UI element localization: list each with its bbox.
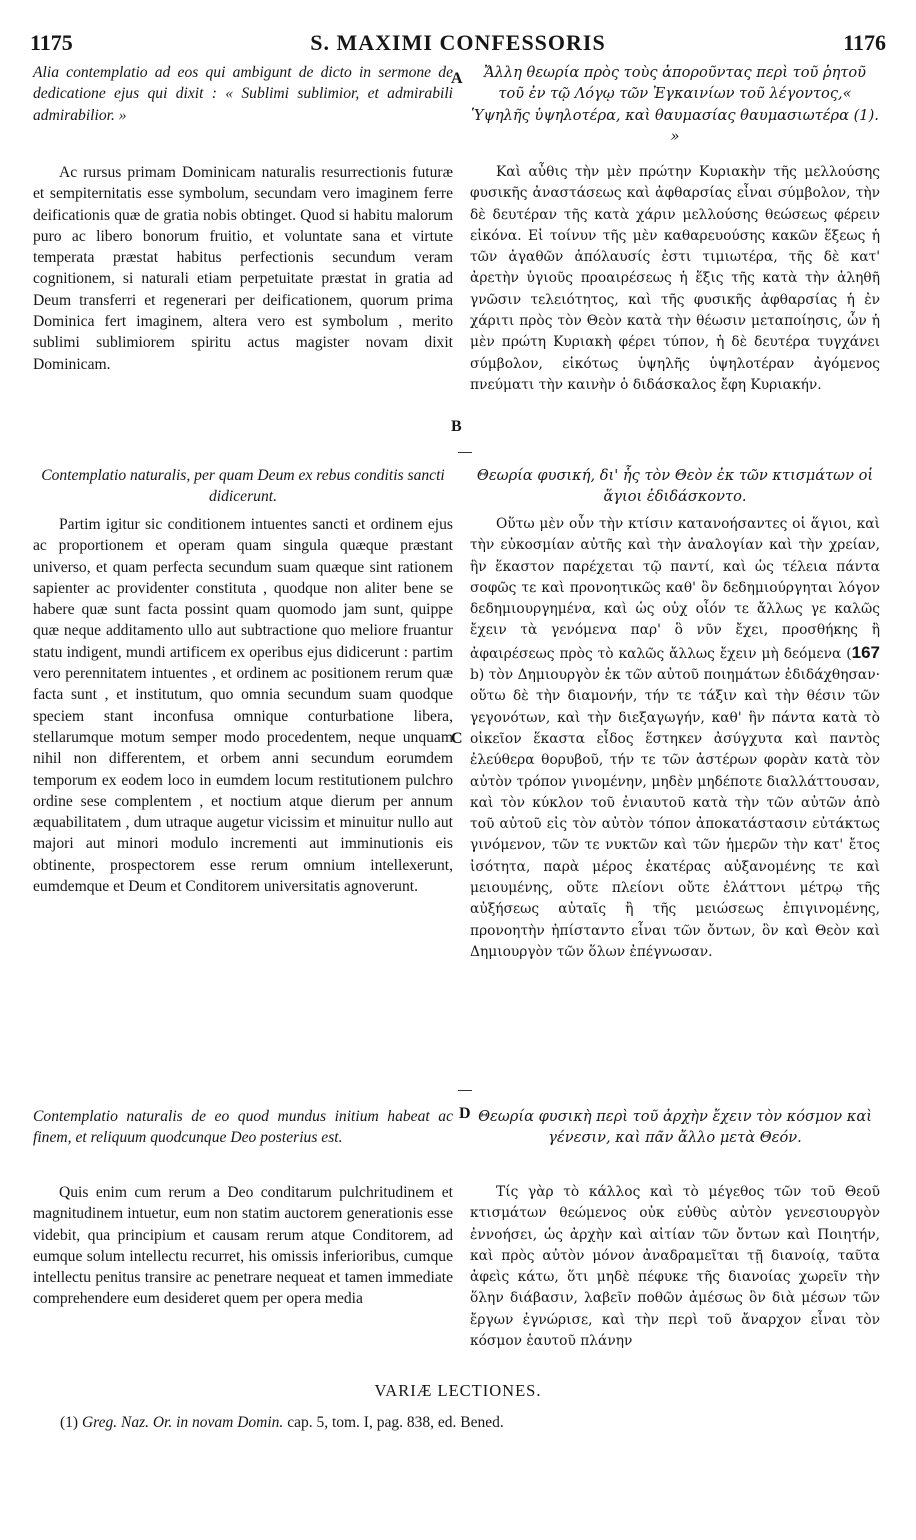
separator-rule-1 (458, 452, 472, 453)
footnote-source: Greg. Naz. Or. in novam Domin. (81, 1414, 284, 1431)
greek-body-2-part-2: τὸν Δημιουργὸν ἐκ τῶν αὐτοῦ ποιημάτων ἐδιδάχθησαν· οὕτω δὲ τὴν διαμονήν, τήν τε τάξιν καὶ τὴν θέσιν τῶν γεγονότων, καὶ τὴν διεξαγωγήν, καθ' ἣν πάντα κατὰ τὸ οἰκεῖον ἕκαστα εἶδος ἕστηκεν ἀσύγχυτα καὶ παντὸς ἐλεύθερα θορυβοῦ, τήν τε τῶν ἀστέρων φορὰν κατὰ τὸν αὐτὸν τρόπον γινομένην, μηδὲν μηδέποτε διαλλάττουσαν, καὶ τὸν κύκλον τοῦ ἐνιαυτοῦ κατὰ τὴν τῶν αὐτῶν ἀπὸ τοῦ αὐτοῦ εἰς τὸν αὐτὸν τόπον ἀποκατάστασιν εὐτάκτως γινόμενον, τῶν τε νυκτῶν καὶ τῶν ἡμερῶν τὴν κατ' ἔτος ἰσότητα, παρὰ μέρος ἑκατέρας αὐξανομένης τε καὶ μειουμένης, οὔτε πλείονι οὔτε ἐλάττονι μέτρῳ τῆς αὐξήσεως αὐταῖς ἢ τῆς μειώσεως ἐπιγινομένης, προνοητὴν ἠπίσταντο εἶναι τῶν ὄντων, ὃν καὶ Θεὸν καὶ Δημιουργὸν τῶν ὅλων ἐπέγνωσαν. (470, 667, 880, 960)
page-number-right: 1176 (843, 30, 886, 55)
footnote-reference: cap. 5, tom. I, pag. 838, ed. Bened. (287, 1414, 504, 1431)
greek-body-1: Καὶ αὖθις τὴν μὲν πρώτην Κυριακὴν τῆς μελλούσης φυσικῆς ἀναστάσεως καὶ ἀφθαρσίας εἶναι σύμβολον, τὴν δὲ δευτέραν τῆς κατὰ χάριν μελλούσης θεώσεως φέρειν εἰκόνα. Εἰ τοίνυν τῆς μὲν καθαρευούσης κακῶν ἕξεως ἡ τῶν ἀγαθῶν ἀπόλαυσίς ἐστι τιμιωτέρα, τῆς δὲ κατ' ἀρετὴν ὑγιοῦς προαιρέσεως ἡ ἕξις τῆς κατὰ τὴν ἀληθῆ γνῶσιν τελειότητος, καὶ τῆς φυσικῆς ἀφθαρσίας ἡ ἐν χάριτι πρὸς τὸν Θεὸν κατὰ τὴν θέωσιν μεταποίησις, ὧν ἡ μὲν πρώτη Κυριακὴ φέρει τύπον, ἡ δὲ δευτέρα τυγχάνει σύμβολον, εἰκότως ὑψηλῆς ὑψηλοτέραν ἀγόμενος πνεύματι τὴν καινὴν ὁ διδάσκαλος ἔφη Κυριακήν. (470, 164, 880, 393)
greek-heading-1: Ἄλλη θεωρία πρὸς τοὺς ἀποροῦντας περὶ τοῦ ῥητοῦ τοῦ ἐν τῷ Λόγῳ τῶν Ἐγκαινίων τοῦ λέγοντος,« Ὑψηλῆς ὑψηλοτέρα, καὶ θαυμασίας θαυμασιωτέρα (1). » (471, 64, 879, 145)
page-number-left: 1175 (30, 30, 73, 55)
running-title: S. MAXIMI CONFESSORIS (310, 30, 606, 55)
folio-marker: 167 (851, 642, 880, 662)
latin-heading-3: Contemplatio naturalis de eo quod mundus initium habeat ac finem, et reliquum quodcunque Deo posterius est. (33, 1108, 453, 1147)
margin-letter-b: B (451, 418, 462, 435)
margin-letter-a: A (451, 70, 463, 87)
folio-side: b) (470, 667, 485, 684)
latin-column (33, 0, 453, 1380)
latin-heading-1: Alia contemplatio ad eos qui ambigunt de dicto in sermone de dedicatione ejus qui dixit : « Sublimi sublimior, et admirabili admirabilior. » (33, 64, 453, 124)
variae-lectiones-title: VARIÆ LECTIONES. (374, 1381, 542, 1400)
greek-body-3: Τίς γὰρ τὸ κάλλος καὶ τὸ μέγεθος τῶν τοῦ Θεοῦ κτισμάτων θεώμενος οὐκ εὐθὺς αὐτὸν γενεσιουργὸν ἐννοήσει, ὡς ἀρχὴν καὶ αἰτίαν τῶν ὄντων καὶ Ποιητήν, καὶ πρὸς αὐτὸν μόνον ἀναδραμεῖται τῇ διανοίᾳ, ταῦτα ἀφεὶς κάτω, ὅτι μηδὲ πέφυκε τῆς διανοίας χωρεῖν τὴν ὅλην διάβασιν, λαβεῖν ποθῶν ἀμέσως ὃν διὰ μέσων τῶν ἔργων ἐγνώρισε, καὶ τὴν περὶ τοῦ ἄναρχον εἶναι τὸν κόσμον ἑαυτοῦ πλάνην (470, 1184, 880, 1350)
greek-column (470, 0, 880, 1380)
latin-body-1: Ac rursus primam Dominicam naturalis resurrectionis futuræ et sempiternitatis esse symbolum, secundam vero imaginem ferre deificationis quæ de gratia nobis obtinget. Quod si habitu malorum puro ac libero bonorum fruitio, et voluntate sana et virtute temperata præstat habitus perfectionis secundum veram cognitionem, si naturali etiam perpetuitate præstat in gratia ad Deum transferri et regenerari per deificationem, quorum prima Dominica fert imaginem, altera vero est symbolum , merito sublimi sublimiorem spiritu actus magister novam dixit Dominicam. (33, 164, 453, 373)
latin-body-3: Quis enim cum rerum a Deo conditarum pulchritudinem et magnitudinem intuetur, eum non statim auctorem generationis esse videbit, qua principium et causam rerum atque Conditorem, ad eumque solum intellectu recurret, his omissis inferioribus, cumque intellectu penitus transire ac penetrare nequeat et tamen immediate comprehendere eum desideret quem per opera media (33, 1184, 453, 1308)
margin-letter-d: D (459, 1105, 471, 1122)
footnote-number: (1) (60, 1414, 79, 1431)
margin-letter-c: C (451, 730, 463, 747)
latin-body-2: Partim igitur sic conditionem intuentes sancti et ordinem ejus ac proportionem et operam quam singula quæque præstant universo, et quam perfecta secundum suam quæque sint rationem sapienter ac providenter constituta , quodque non aliter bene se habere quæ sunt facta possint quam quomodo jam sunt, quippe quæ neque additamento ullo aut subtractione quo meliore fruantur statu indigent, mundi artificem ex operibus ejus didicerunt : partim vero perennitatem intuentes , et ordinem ac positionem rerum quæ facta sunt , et institutum, quo omnia secundum suam quodque speciem stant inconfusa omnique conturbatione libera, stellarumque motum semper modo procedentem, neque unquam nihil non differentem, et orbem anni secundum eorumdem temporum ex eodem loco in eumdem locum restitutionem pulchro ordine sese complentem , et noctium atque dierum per annum æquabilitatem , dum utraque augetur vicissim et minuitur nullo aut majori aut minori modulo incrementi aut imminutionis eis obtinente, prospectorem esse rerum omnium intellexerunt, eumdemque et Deum et Conditorem universitatis agnoverunt. (33, 516, 453, 896)
greek-body-2 (470, 514, 880, 963)
greek-body-2-part-1: Οὕτω μὲν οὖν τὴν κτίσιν κατανοήσαντες οἱ ἅγιοι, καὶ τὴν εὐκοσμίαν αὐτῆς καὶ τὴν ἀναλογίαν καὶ τὴν χρείαν, ἣν ἕκαστον παρέχεται τῷ παντί, καὶ ὡς τέλεια πάντα σοφῶς τε καὶ προνοητικῶς καθ' ὃν δεδημιούργηται λόγον δεδημιουργημένα, καὶ ὡς οὐχ οἷόν τε ἄλλως γε καλῶς ἔχειν τὰ γενόμενα παρ' ὃ νῦν ἔχει, προσθήκης ἢ ἀφαιρέσεως πρὸς τὸ καλῶς ἄλλως ἔχειν μὴ δεόμενα ( (470, 516, 880, 662)
greek-heading-2: Θεωρία φυσική, δι' ἧς τὸν Θεὸν ἐκ τῶν κτισμάτων οἱ ἅγιοι ἐδιδάσκοντο. (476, 467, 874, 506)
separator-rule-2 (458, 1090, 472, 1091)
greek-heading-3: Θεωρία φυσικὴ περὶ τοῦ ἀρχὴν ἔχειν τὸν κόσμον καὶ γένεσιν, καὶ πᾶν ἄλλο μετὰ Θεόν. (478, 1108, 872, 1147)
latin-heading-2: Contemplatio naturalis, per quam Deum ex rebus conditis sancti didicerunt. (41, 467, 445, 506)
footnote (60, 1414, 880, 1432)
